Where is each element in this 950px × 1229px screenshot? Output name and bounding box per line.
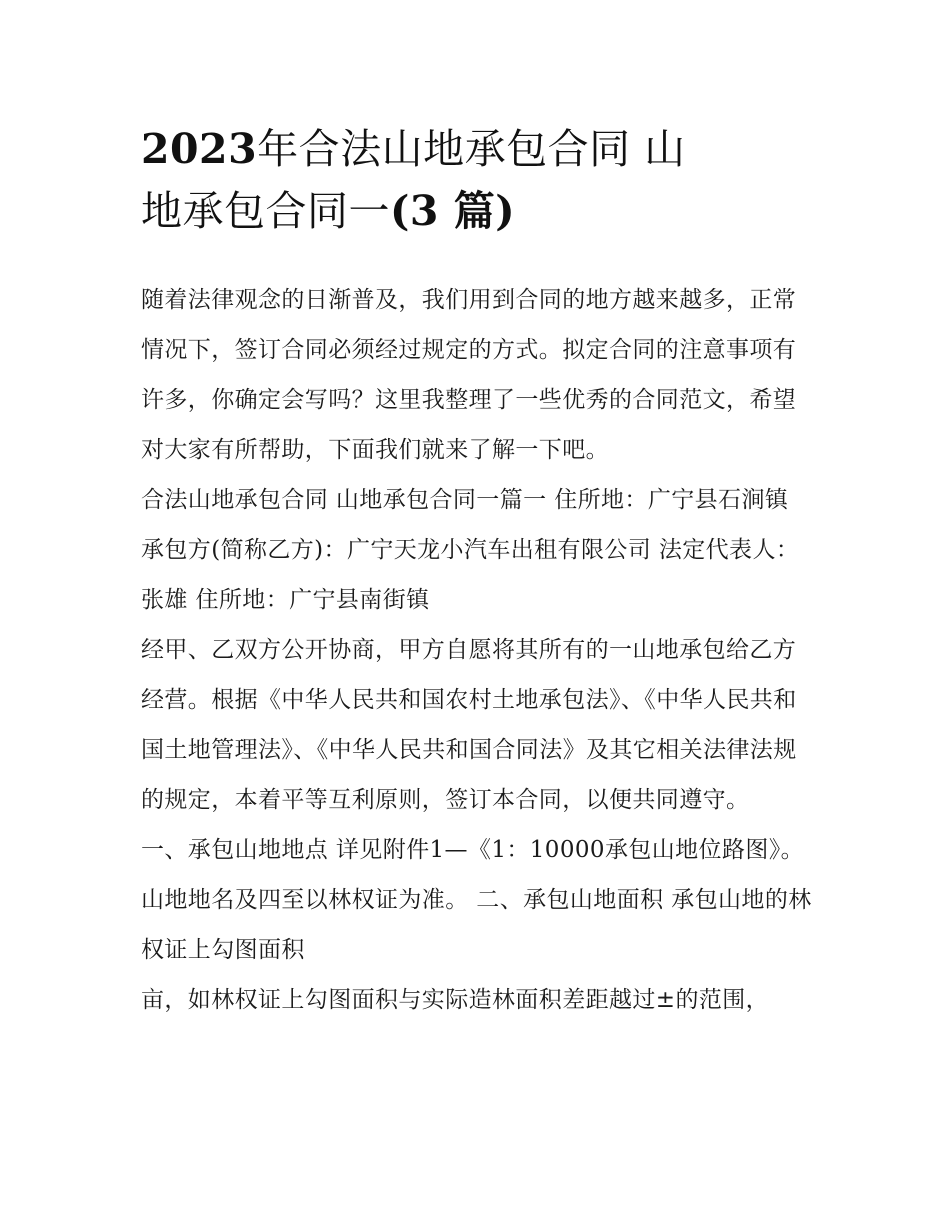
area-continuation-paragraph: 亩，如林权证上勾图面积与实际造林面积差距越过±的范围， xyxy=(141,987,770,1013)
document-body xyxy=(141,118,816,1025)
parties-paragraph: 合法山地承包合同 山地承包合同一篇一 住所地：广宁县石涧镇 承包方(简称乙方)：广宁天龙小汽车出租有限公司 法定代表人：张雄 住所地：广宁县南街镇 xyxy=(141,487,800,613)
title-line1-rest: 年合法山地承包合同 山 xyxy=(257,125,686,173)
intro-paragraph: 随着法律观念的日渐普及，我们用到合同的地方越来越多，正常情况下，签订合同必须经过规定的方式。拟定合同的注意事项有许多，你确定会写吗？这里我整理了一些优秀的合同范文，希望对大家有所帮助，下面我们就来了解一下吧。 xyxy=(141,287,797,463)
title-line2-c: 篇) xyxy=(438,187,516,235)
document-title xyxy=(141,118,816,242)
location-area-paragraph: 一、承包山地地点 详见附件1—《1：10000承包山地位路图》。 山地地名及四至以林权证为准。 二、承包山地面积 承包山地的林权证上勾图面积 xyxy=(141,837,812,963)
title-line2-a: 地承包合同一 xyxy=(141,187,390,235)
agreement-paragraph: 经甲、乙双方公开协商，甲方自愿将其所有的一山地承包给乙方经营。根据《中华人民共和国农村土地承包法》、《中华人民共和国土地管理法》、《中华人民共和国合同法》及其它相关法律法规的规定，本着平等互利原则，签订本合同，以便共同遵守。 xyxy=(141,637,797,813)
title-year: 2023 xyxy=(141,125,258,173)
title-line2-b: (3 xyxy=(390,187,439,235)
